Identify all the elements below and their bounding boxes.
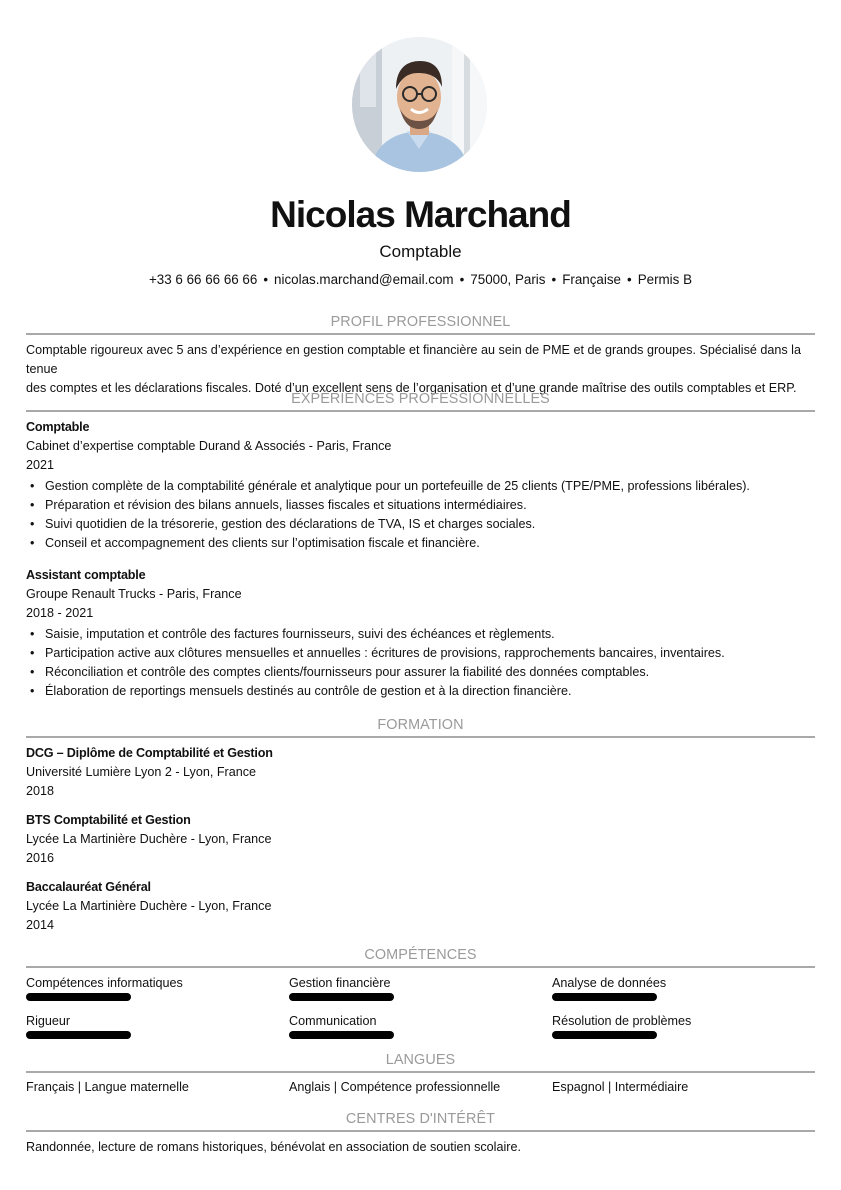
education-item (26, 878, 816, 935)
section-divider (26, 1130, 815, 1132)
experience-bullet: • Gestion complète de la comptabilité générale et analytique pour un portefeuille de 25 clients (TPE/PME, professions libérales). (26, 477, 816, 496)
section-divider (26, 1071, 815, 1073)
experience-bullet: • Suivi quotidien de la trésorerie, gestion des déclarations de TVA, IS et charges sociales. (26, 515, 816, 534)
profile-line: Comptable rigoureux avec 5 ans d’expérience en gestion comptable et financière au sein de PME et de grands groupes. Spécialisé dans la tenue (26, 343, 801, 376)
experience-bullet: • Saisie, imputation et contrôle des factures fournisseurs, suivi des échéances et règlements. (26, 625, 816, 644)
education-title: Baccalauréat Général (26, 880, 151, 894)
experience-dates: 2021 (26, 458, 55, 472)
section-title-skills: COMPÉTENCES (364, 947, 477, 963)
experience-bullets (26, 625, 816, 701)
skill-item (552, 1014, 812, 1039)
contact-separator: • (626, 272, 632, 287)
skill-level-bar (552, 1031, 657, 1039)
section-divider (26, 410, 815, 412)
section-title-education: FORMATION (377, 717, 464, 733)
education-year: 2016 (26, 851, 55, 865)
section-title-experience: EXPÉRIENCES PROFESSIONNELLES (291, 391, 550, 407)
skill-item (289, 976, 549, 1001)
skill-item (26, 976, 286, 1001)
profile-photo (352, 37, 487, 172)
section-divider (26, 966, 815, 968)
experience-bullet: • Participation active aux clôtures mensuelles et annuelles : écritures de provisions, rapprochements bancaires, inventaires. (26, 644, 816, 663)
skill-item (26, 1014, 286, 1039)
contact-separator: • (263, 272, 269, 287)
contact-separator: • (551, 272, 557, 287)
profile-summary (26, 341, 816, 398)
education-school: Lycée La Martinière Duchère - Lyon, France (26, 899, 272, 913)
skill-level-bar (26, 993, 131, 1001)
language-item: Français | Langue maternelle (26, 1080, 189, 1094)
skill-level-bar (26, 1031, 131, 1039)
skill-name: Gestion financière (289, 976, 391, 990)
section-divider (26, 736, 815, 738)
skill-name: Résolution de problèmes (552, 1014, 692, 1028)
skill-item (289, 1014, 549, 1039)
skill-item (552, 976, 812, 1001)
candidate-name: Nicolas Marchand (270, 194, 571, 235)
contact-nationality: Française (562, 272, 621, 287)
job-title: Comptable (379, 242, 462, 261)
experience-company: Groupe Renault Trucks - Paris, France (26, 587, 242, 601)
education-year: 2018 (26, 784, 55, 798)
skill-name: Communication (289, 1014, 377, 1028)
language-item: Anglais | Compétence professionnelle (289, 1080, 501, 1094)
experience-bullets (26, 477, 816, 553)
skill-name: Analyse de données (552, 976, 667, 990)
skill-level-bar (289, 1031, 394, 1039)
contact-email: nicolas.marchand@email.com (274, 272, 454, 287)
section-title-interests: CENTRES D'INTÉRÊT (345, 1111, 496, 1127)
profile-line: des comptes et les déclarations fiscales. Doté d’un excellent sens de l’organisation et d’une grande maîtrise des outils comptables et ERP. (26, 381, 797, 395)
experience-bullet: • Réconciliation et contrôle des comptes clients/fournisseurs pour assurer la fiabilité des données comptables. (26, 663, 816, 682)
section-title-profile: PROFIL PROFESSIONNEL (330, 314, 511, 330)
contact-license: Permis B (637, 272, 693, 287)
experience-item (26, 418, 816, 553)
contact-phone: +33 6 66 66 66 66 (148, 272, 258, 287)
experience-company: Cabinet d’expertise comptable Durand & Associés - Paris, France (26, 439, 392, 453)
education-school: Lycée La Martinière Duchère - Lyon, France (26, 832, 272, 846)
experience-bullet: • Élaboration de reportings mensuels destinés au contrôle de gestion et à la direction financière. (26, 682, 816, 701)
education-title: BTS Comptabilité et Gestion (26, 813, 191, 827)
skill-level-bar (289, 993, 394, 1001)
section-divider (26, 333, 815, 335)
education-item (26, 811, 816, 868)
experience-title: Assistant comptable (26, 568, 146, 582)
experience-dates: 2018 - 2021 (26, 606, 94, 620)
experience-title: Comptable (26, 420, 90, 434)
contact-address: 75000, Paris (470, 272, 546, 287)
education-school: Université Lumière Lyon 2 - Lyon, France (26, 765, 257, 779)
experience-bullet: • Conseil et accompagnement des clients sur l’optimisation fiscale et financière. (26, 534, 816, 553)
contact-line (0, 272, 841, 287)
section-title-languages: LANGUES (385, 1052, 456, 1068)
education-title: DCG – Diplôme de Comptabilité et Gestion (26, 746, 273, 760)
skill-level-bar (552, 993, 657, 1001)
language-item: Espagnol | Intermédiaire (552, 1080, 689, 1094)
skill-name: Compétences informatiques (26, 976, 183, 990)
contact-separator: • (459, 272, 465, 287)
interests-text: Randonnée, lecture de romans historiques, bénévolat en association de soutien scolaire. (26, 1140, 521, 1154)
skill-name: Rigueur (26, 1014, 71, 1028)
experience-bullet: • Préparation et révision des bilans annuels, liasses fiscales et situations intermédiaires. (26, 496, 816, 515)
education-year: 2014 (26, 918, 55, 932)
education-item (26, 744, 816, 801)
experience-item (26, 566, 816, 701)
